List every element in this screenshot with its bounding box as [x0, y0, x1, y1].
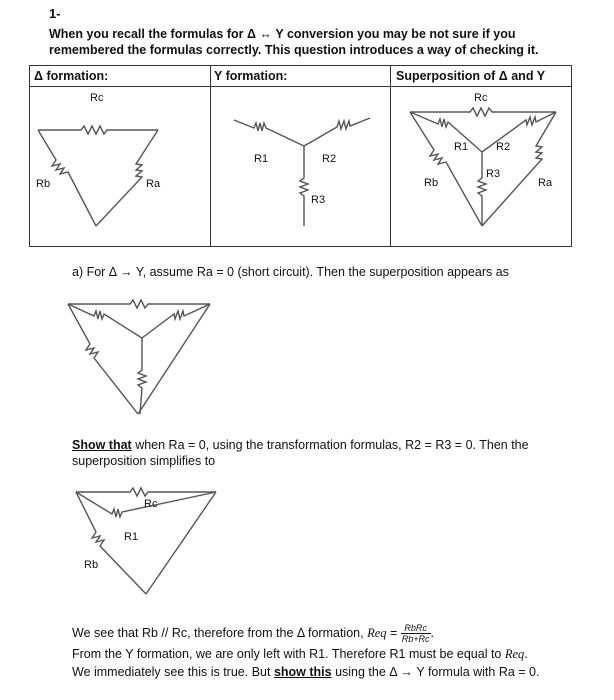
fig3-delta-top: [76, 488, 216, 496]
intro-text: When you recall the formulas for Δ ↔ Y conversion you may be not sure if you remembered the formulas correctly. This question introduces a way of checking it.: [49, 27, 539, 57]
header-superposition: Superposition of Δ and Y: [396, 69, 546, 83]
show-that-emphasis: Show that: [72, 438, 132, 452]
conclusion-line-2: [72, 646, 602, 662]
fig3-rc-label: Rc: [144, 498, 158, 510]
req-symbol-2: Req: [504, 647, 525, 661]
sup-y-bottom: [478, 152, 486, 226]
sup-r3-label: R3: [486, 168, 501, 180]
superposition-diagram: [390, 86, 571, 246]
conclusion-line2-prefix: From the Y formation, we are only left with R1. Therefore R1 must be equal to: [72, 647, 505, 661]
conclusion-line2-end: .: [524, 647, 528, 661]
fig3-r1-label: R1: [124, 531, 139, 543]
sup-ra-label: Ra: [538, 177, 553, 189]
show-that-rest: when Ra = 0, using the transformation formulas, R2 = R3 = 0. Then the superposition simplifies to: [72, 438, 529, 468]
conclusion-line1-prefix: We see that Rb // Rc, therefore from the Δ formation,: [72, 625, 368, 640]
delta-rc-label: Rc: [90, 92, 104, 104]
conclusion-line3-suffix: using the Δ → Y formula with Ra = 0.: [331, 665, 540, 679]
y-r1-label: R1: [254, 153, 269, 165]
part-a-text: a) For Δ → Y, assume Ra = 0 (short circuit). Then the superposition appears as: [72, 265, 509, 279]
y-right-arm: [304, 118, 370, 146]
question-number: 1-: [49, 6, 61, 21]
show-this-emphasis: show this: [273, 665, 332, 679]
sup-rc-label: Rc: [474, 92, 488, 104]
simplified-diagram: [70, 480, 230, 600]
fig2-delta-left: [68, 304, 138, 414]
sup-rb-label: Rb: [424, 177, 439, 189]
show-that-text: [72, 437, 572, 469]
sup-r2-label: R2: [496, 141, 511, 153]
delta-top-wire: [38, 126, 158, 134]
y-diagram: [210, 86, 390, 246]
delta-ra-label: Ra: [146, 178, 161, 190]
header-delta: Δ formation:: [34, 69, 109, 83]
req-denominator: Rb+Rc: [401, 634, 430, 644]
fig2-y-left: [68, 304, 142, 338]
conclusion-line3-prefix: We immediately see this is true. But: [72, 665, 274, 679]
fig2-delta-top: [68, 300, 210, 308]
fig3-delta-left: [76, 492, 146, 594]
equals-sign: =: [386, 625, 401, 640]
fig2-y-right: [142, 304, 210, 338]
y-r2-label: R2: [322, 153, 337, 165]
conclusion-line1-end: .: [430, 625, 434, 640]
part-a-diagram: [60, 290, 220, 420]
fig2-delta-right: [138, 304, 210, 414]
conclusion-line-1: [72, 623, 602, 644]
sup-delta-top: [410, 108, 556, 116]
req-fraction: [401, 623, 431, 644]
sup-r1-label: R1: [454, 141, 469, 153]
y-left-arm: [234, 120, 304, 146]
delta-diagram: [30, 86, 210, 246]
formation-table: [29, 65, 572, 247]
req-symbol: Req: [367, 625, 387, 640]
sup-y-left: [410, 112, 482, 152]
y-r3-label: R3: [311, 194, 326, 206]
delta-rb-label: Rb: [36, 178, 51, 190]
sup-delta-left: [410, 112, 482, 226]
header-y: Y formation:: [214, 69, 288, 83]
fig3-rb-label: Rb: [84, 559, 99, 571]
conclusion-line-3: [72, 664, 602, 680]
req-numerator: RbRc: [401, 623, 431, 634]
y-bottom-arm: [300, 146, 308, 226]
